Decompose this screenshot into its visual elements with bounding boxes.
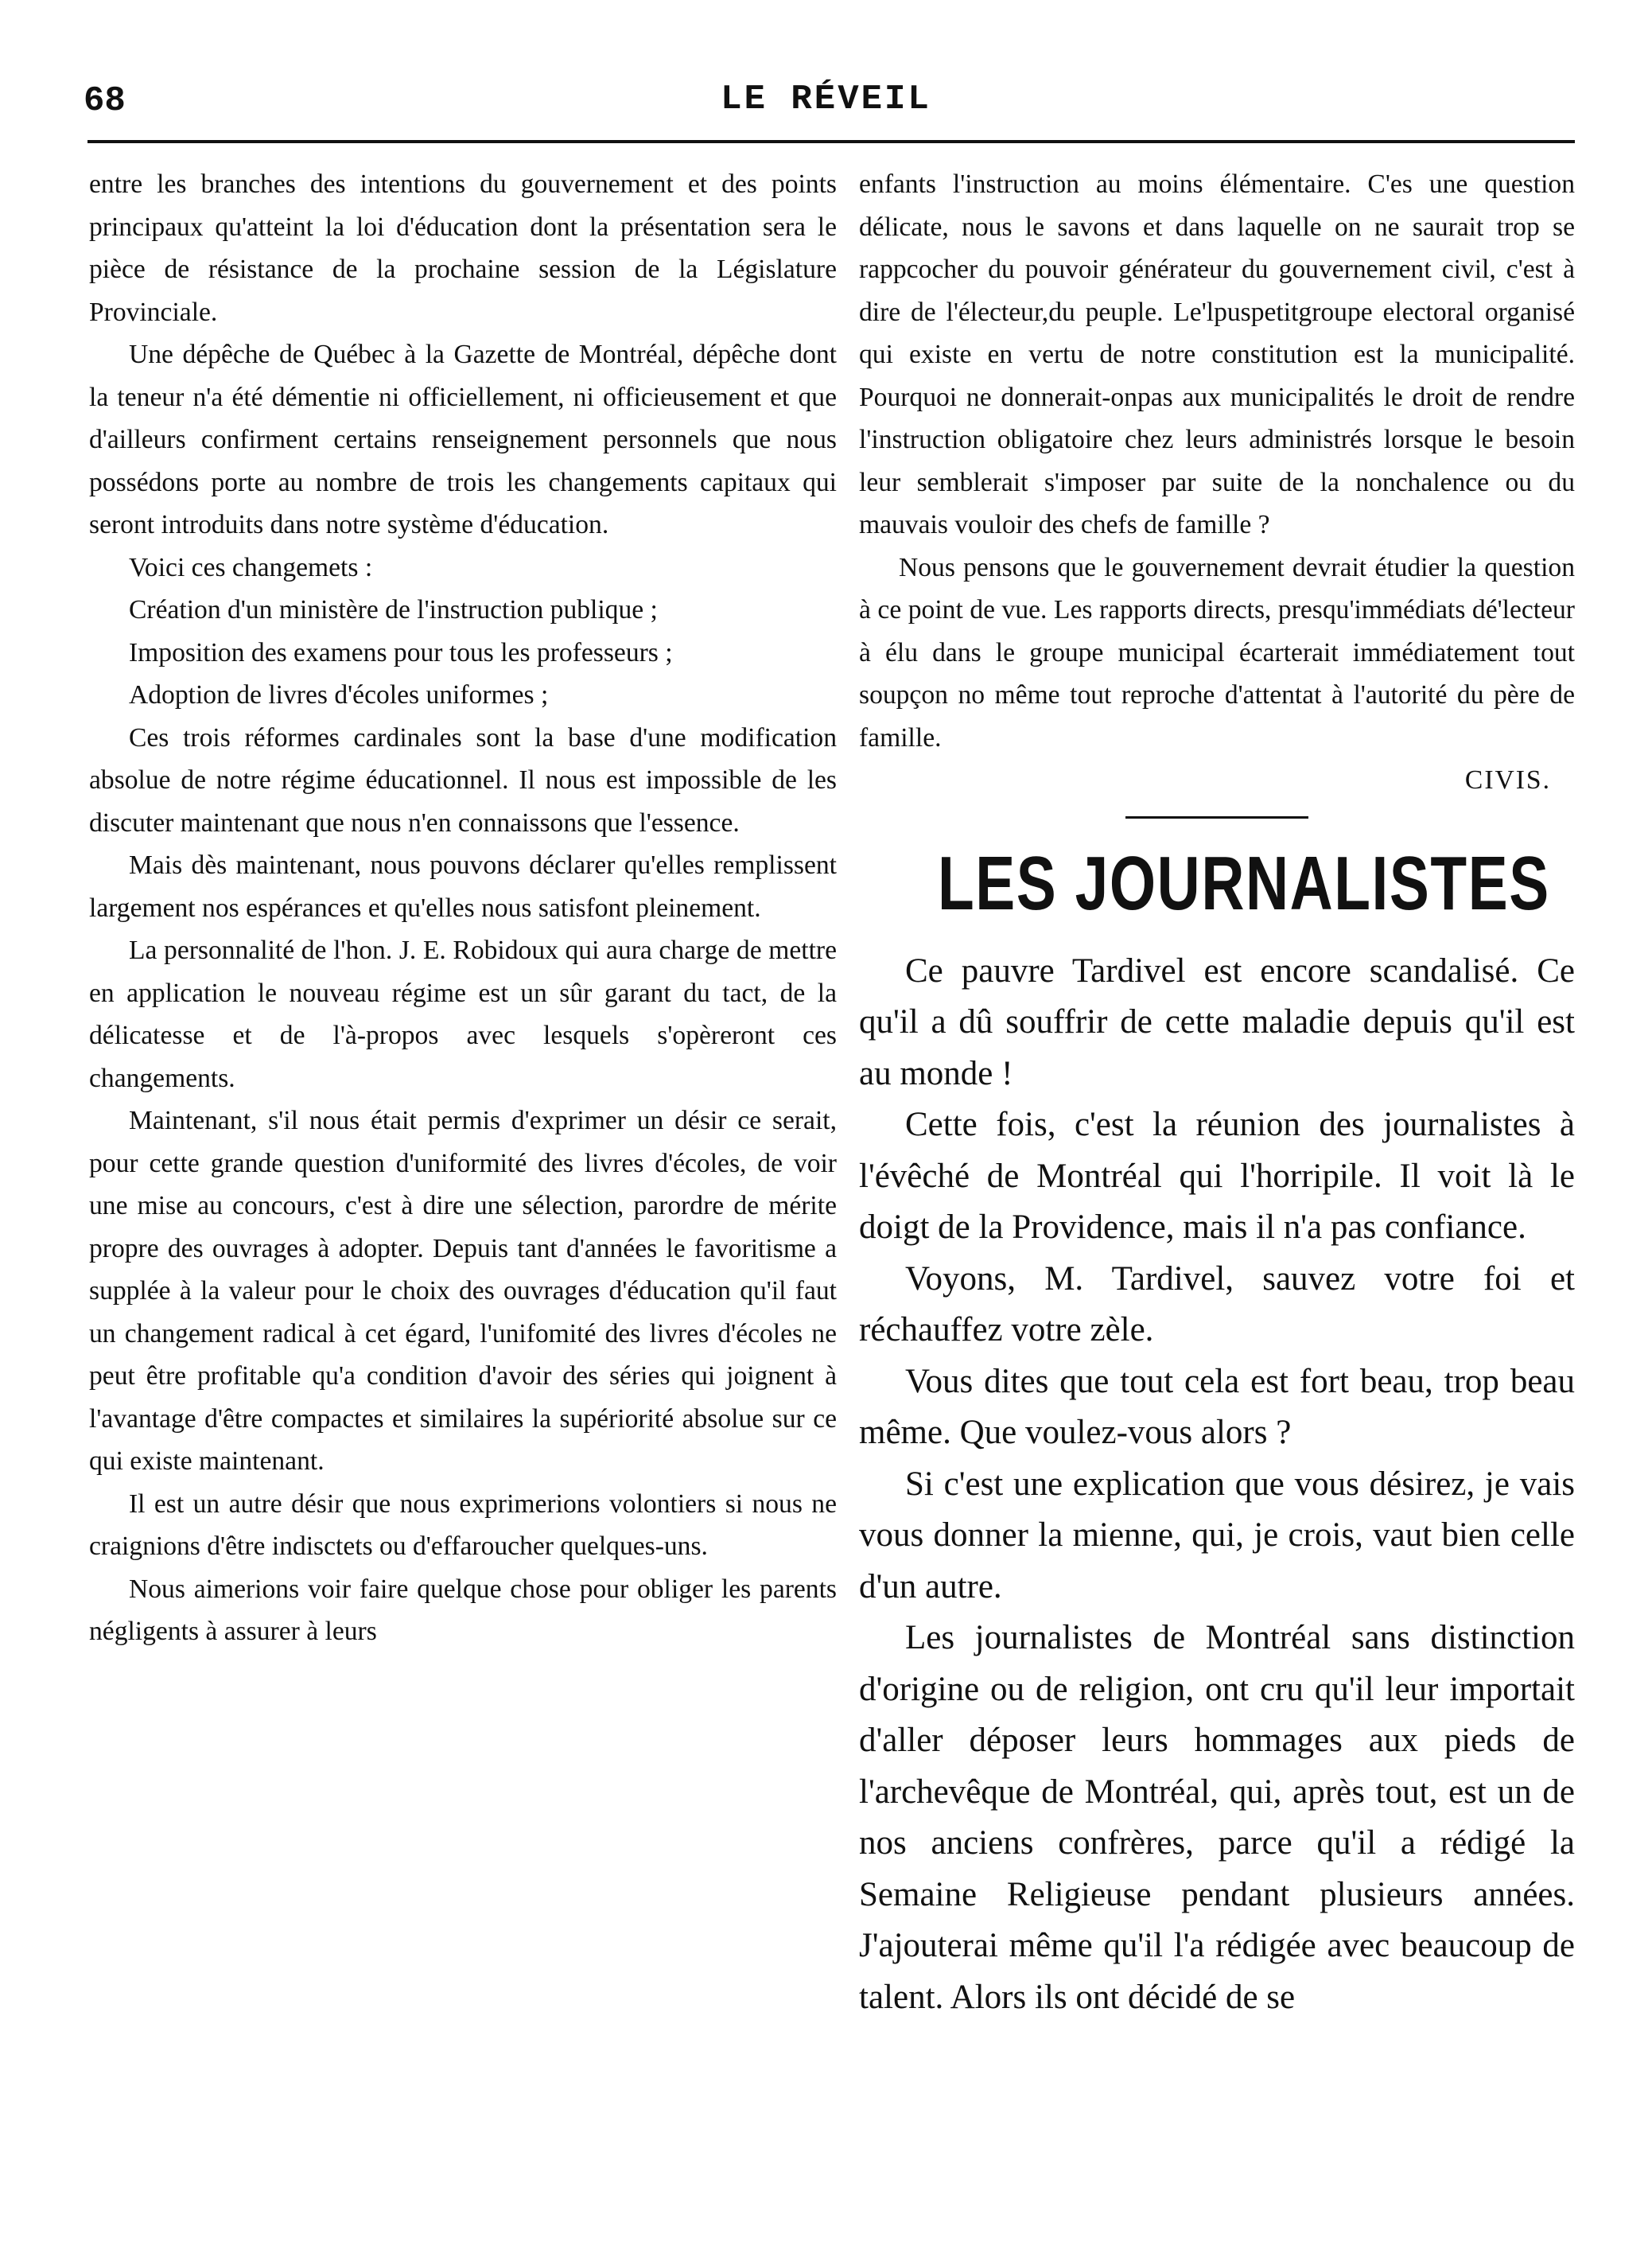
paragraph: Création d'un ministère de l'instruction publique ;: [129, 595, 658, 625]
article-paragraph: Les journalistes de Montréal sans distinction d'origine ou de religion, ont cru qu'il leur importait d'aller déposer leurs hommages aux pieds de l'archevêque de Montréal, qui, après tout, est un de nos anciens confrères, parce qu'il a rédigé la Semaine Religieuse pendant plusieurs années. J'ajouterai même qu'il l'a rédigée avec beaucoup de talent. Alors ils ont décidé de se: [859, 1619, 1575, 2016]
section-title: LES JOURNALISTES: [938, 840, 1550, 926]
paragraph: Ces trois réformes cardinales sont la base d'une modification absolue de notre régime éducationnel. Il nous est impossible de les discuter maintenant que nous n'en connaissons que l'essence.: [89, 722, 837, 838]
paragraph: Une dépêche de Québec à la Gazette de Montréal, dépêche dont la teneur n'a été démentie ni officiellement, ni officieusement et que d'ailleurs confirment certains renseignement personnels que nous possédons porte au nombre de trois les changements capitaux qui seront introduits dans notre système d'éducation.: [89, 340, 837, 539]
running-title: LE RÉVEIL: [721, 80, 931, 119]
left-column: [89, 163, 837, 1653]
article-paragraph: Cette fois, c'est la réunion des journalistes à l'évêché de Montréal qui l'horripile. Il voit là le doigt de la Providence, mais il n'a pas confiance.: [859, 1106, 1575, 1246]
paragraph: Nous aimerions voir faire quelque chose pour obliger les parents négligents à assurer à leurs: [89, 1574, 837, 1646]
paragraph: Nous pensons que le gouvernement devrait étudier la question à ce point de vue. Les rapports directs, presqu'immédiats dé'lecteur à élu dans le groupe municipal écarterait immédiatement tout soupçon no même tout reproche d'attentat à l'autorité du père de famille.: [859, 552, 1575, 753]
paragraph: La personnalité de l'hon. J. E. Robidoux qui aura charge de mettre en application le nouveau régime est un sûr garant du tact, de la délicatesse et de l'à-propos avec lesquels s'opèreront ces changements.: [89, 936, 837, 1093]
right-column: [859, 163, 1575, 2023]
page-number: 68: [84, 81, 126, 121]
article-paragraph: Ce pauvre Tardivel est encore scandalisé. Ce qu'il a dû souffrir de cette maladie depuis qu'il est au monde !: [859, 951, 1575, 1092]
article-paragraph: Voyons, M. Tardivel, sauvez votre foi et réchauffez votre zèle.: [859, 1259, 1575, 1348]
paragraph: entre les branches des intentions du gouvernement et des points principaux qu'atteint la loi d'éducation dont la présentation sera le pièce de résistance de la prochaine session de la Législature Provinciale.: [89, 169, 837, 327]
paragraph: enfants l'instruction au moins élémentaire. C'es une question délicate, nous le savons et dans laquelle on ne saurait trop se rappcocher du pouvoir générateur du gouvernement civil, c'est à dire de l'électeur,du peuple. Le'lpuspetitgroupe electoral organisé qui existe en vertu de notre constitution est la municipalité. Pourquoi ne donnerait-onpas aux municipalités le droit de rendre l'instruction obligatoire chez leurs administrés lorsque le besoin leur semblerait s'imposer par suite de la nonchalence ou du mauvais vouloir des chefs de famille ?: [859, 169, 1575, 539]
paragraph: Imposition des examens pour tous les professeurs ;: [129, 637, 673, 667]
article-paragraph: Si c'est une explication que vous désirez, je vais vous donner la mienne, qui, je crois, vaut bien celle d'un autre.: [859, 1465, 1575, 1605]
paragraph: Maintenant, s'il nous était permis d'exprimer un désir ce serait, pour cette grande question d'uniformité des livres d'écoles, de voir une mise au concours, c'est à dire une sélection, parordre de mérite propre des ouvrages à adopter. Depuis tant d'années le favoritisme a supplée à la valeur pour le choix des ouvrages d'éducation qu'il faut un changement radical à cet égard, l'unifomité des livres d'écoles ne peut être profitable qu'a condition d'avoir des séries qui joignent à l'avantage d'être compactes et similaires la supériorité absolue sur ce qui existe maintenant.: [89, 1106, 837, 1476]
header-rule: [87, 140, 1575, 143]
section-rule: [1125, 816, 1308, 819]
article-paragraph: Vous dites que tout cela est fort beau, trop beau même. Que voulez-vous alors ?: [859, 1362, 1575, 1451]
paragraph: Il est un autre désir que nous exprimerions volontiers si nous ne craignions d'être indisctets ou d'effaroucher quelques-uns.: [89, 1489, 837, 1561]
signature: CIVIS.: [1464, 765, 1551, 795]
paragraph: Mais dès maintenant, nous pouvons déclarer qu'elles remplissent largement nos espérances et qu'elles nous satisfont pleinement.: [89, 850, 837, 923]
paragraph: Adoption de livres d'écoles uniformes ;: [129, 680, 549, 710]
paragraph: Voici ces changemets :: [129, 552, 373, 582]
